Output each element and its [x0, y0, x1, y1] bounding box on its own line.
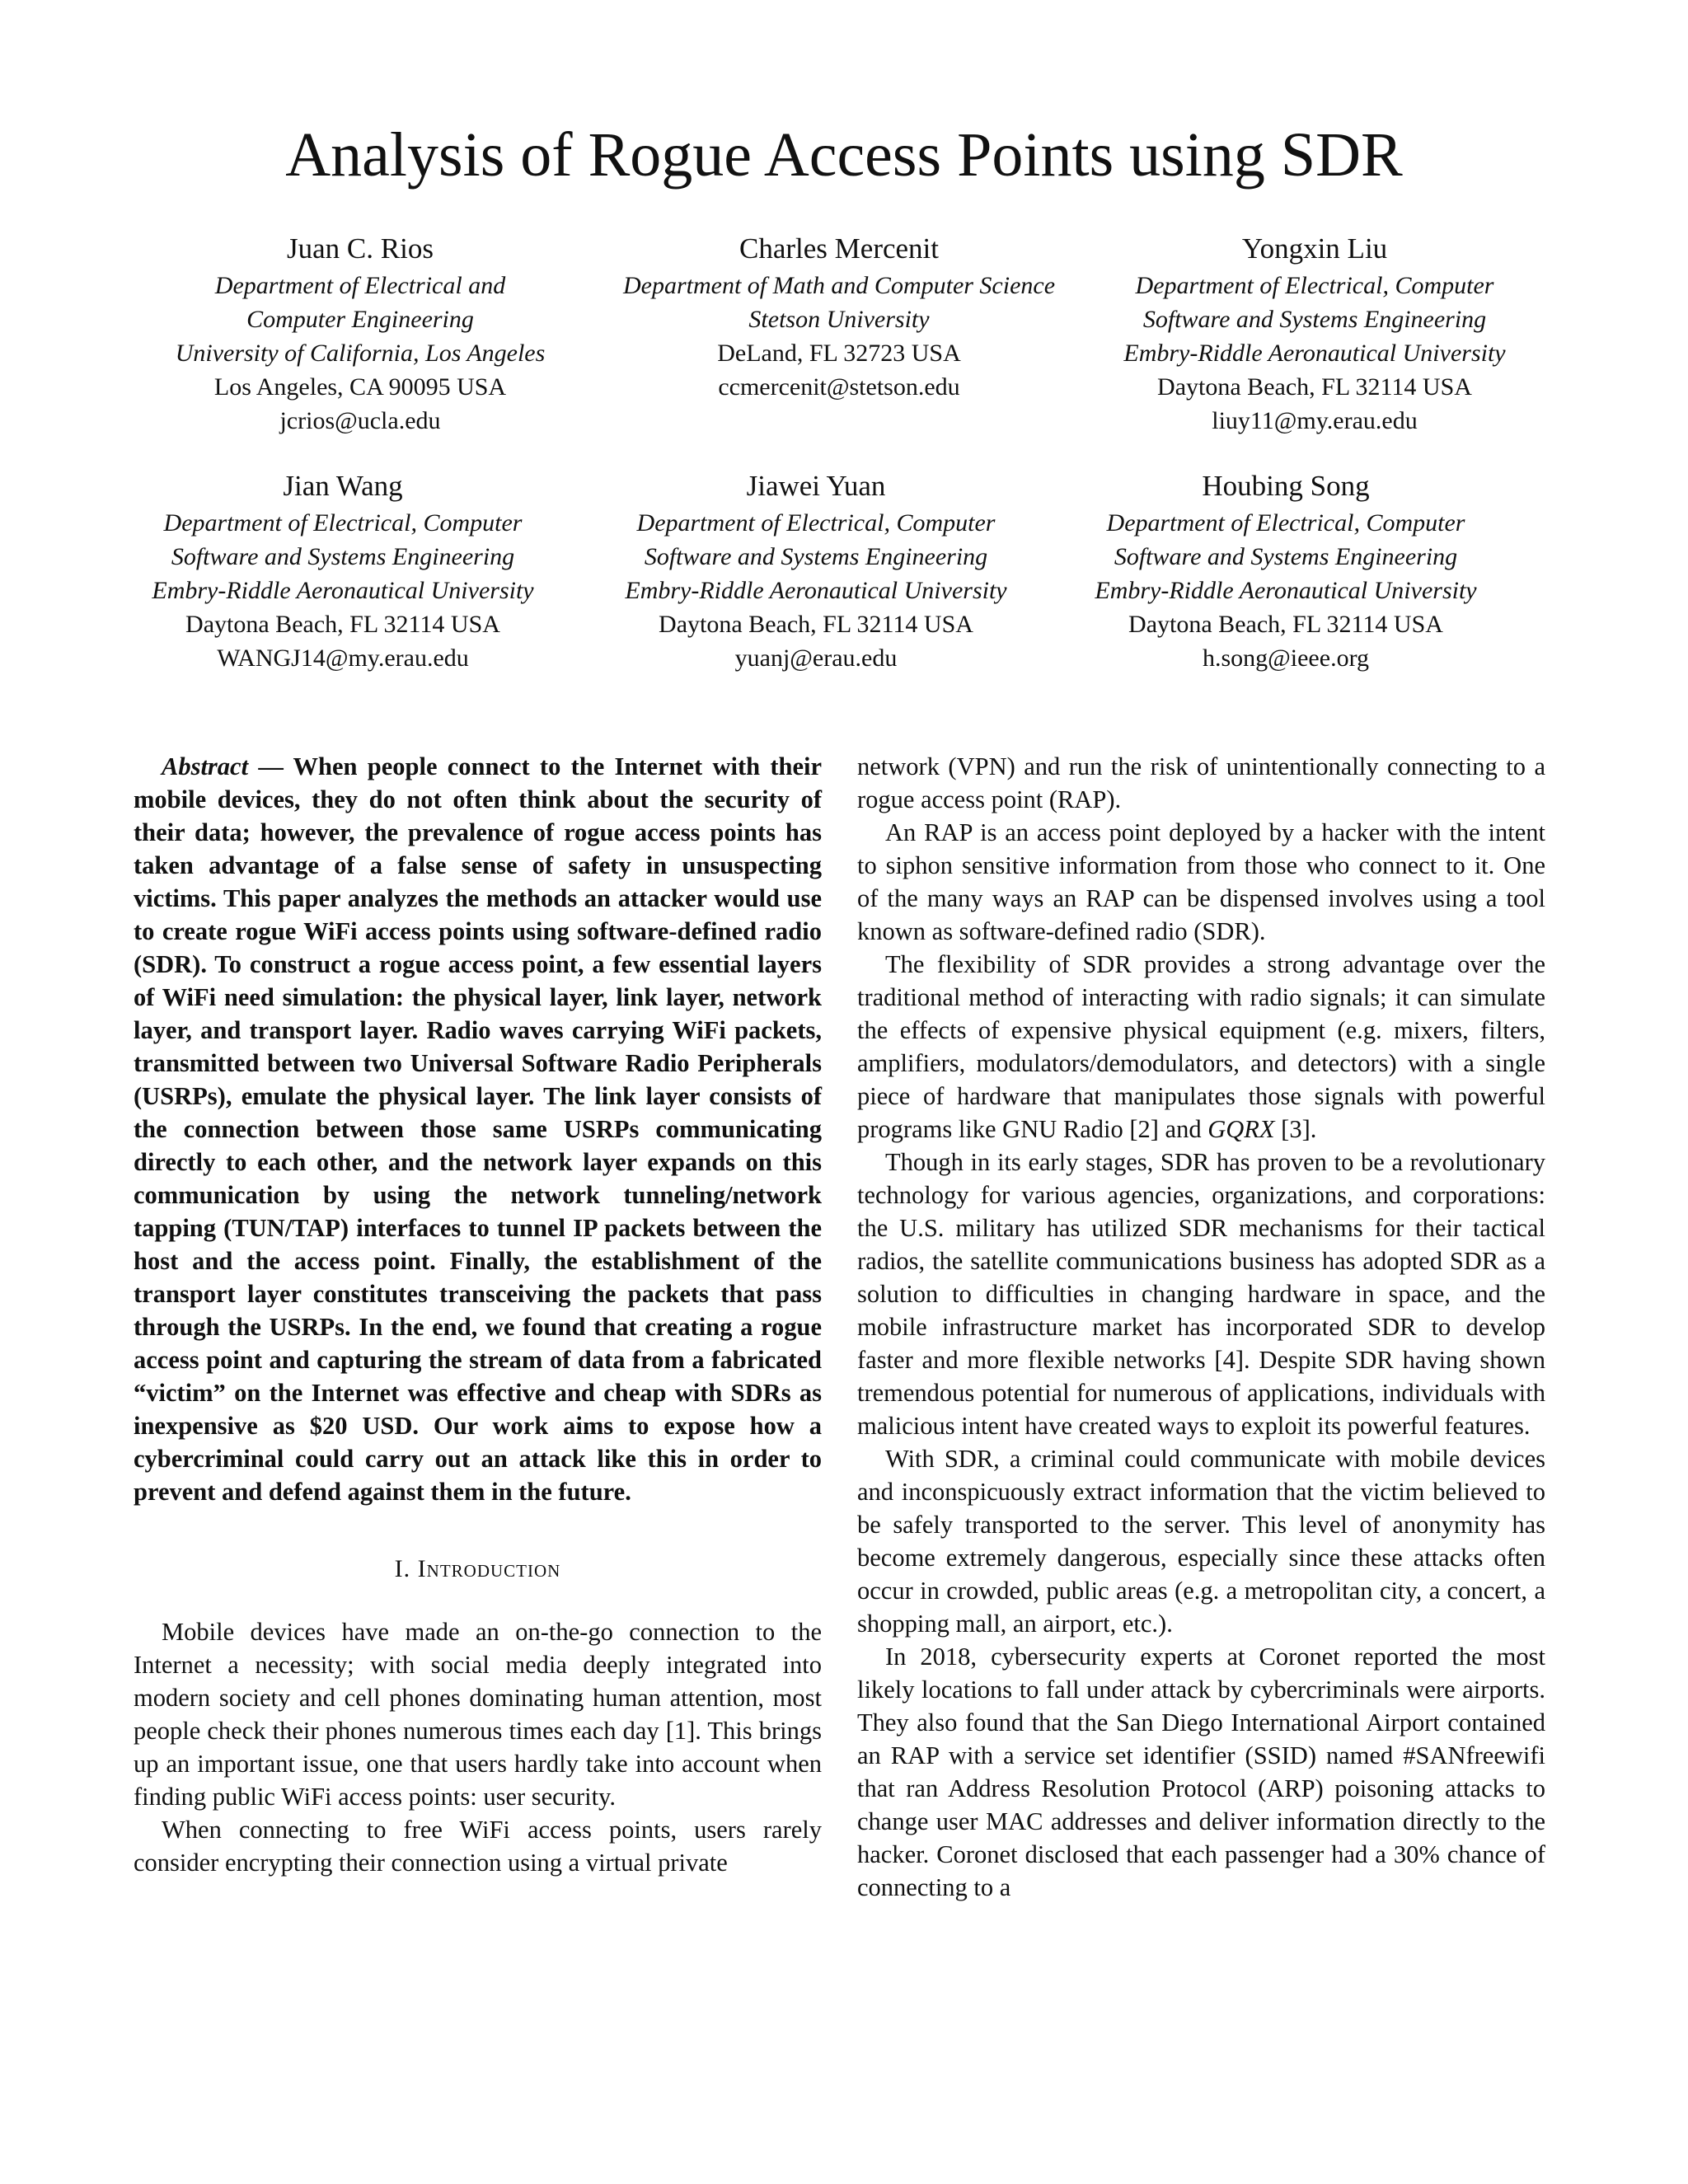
author-address: Daytona Beach, FL 32114 USA: [1157, 373, 1472, 401]
right-column: [857, 750, 1545, 1904]
author-email: ccmercenit@stetson.edu: [718, 373, 960, 401]
abstract-label: Abstract: [162, 752, 249, 780]
abstract-text: — When people connect to the Internet with their mobile devices, they do not often think about the security of their data; however, the prevalence of rogue access points has taken advantage of a false sense of safety in unsuspecting victims. This paper analyzes the methods an attacker would use to create rogue WiFi access points using software-defined radio (SDR). To construct a rogue access point, a few essential layers of WiFi need simulation: the physical layer, link layer, network layer, and transport layer. Radio waves carrying WiFi packets, transmitted between two Universal Software Radio Peripherals (USRPs), emulate the physical layer. The link layer consists of the connection between those same USRPs communicating directly to each other, and the network layer expands on this communication by using the network tunneling/network tapping (TUN/TAP) interfaces to tunnel IP packets between the host and the access point. Finally, the establishment of the transport layer constitutes transceiving the packets that pass through the USRPs. In the end, we found that creating a rogue access point and capturing the stream of data from a fabricated “victim” on the Internet was effective and cheap with SDRs as inexpensive as $20 USD. Our work aims to expose how a cybercriminal could carry out an attack like this in order to prevent and defend against them in the future.: [134, 752, 823, 1506]
software-name: GQRX: [1207, 1115, 1275, 1143]
paragraph: Though in its early stages, SDR has proven to be a revolutionary technology for various agencies, organizations, and corporations: the U.S. military has utilized SDR mechanisms for their tactical radios, the satellite communications business has adopted SDR as a solution to difficulties in changing hardware in space, and the mobile infrastructure market has incorporated SDR to develop faster and more flexible networks [4]. Despite SDR having shown tremendous potential for numerous of applications, individuals with malicious intent have created ways to exploit its powerful features.: [857, 1148, 1545, 1440]
author-department: Software and Systems Engineering: [1142, 306, 1487, 333]
author-address: Daytona Beach, FL 32114 USA: [1128, 611, 1443, 638]
author-department: Department of Math and Computer Science: [622, 272, 1056, 299]
author-institution: Embry-Riddle Aeronautical University: [625, 577, 1007, 604]
author-address: Los Angeles, CA 90095 USA: [213, 373, 507, 401]
author-email: liuy11@my.erau.edu: [1212, 407, 1418, 434]
author-department: Department of Electrical, Computer: [1106, 509, 1465, 537]
author-department: Department of Electrical and: [214, 272, 506, 299]
paragraph: [857, 948, 1545, 1146]
paragraph: With SDR, a criminal could communicate with mobile devices and inconspicuously extract information that the victim believed to be safely transported to the server. This level of anonymity has become extremely dangerous, especially since these attacks often occur in crowded, public areas (e.g. a metropolitan city, a concert, a shopping mall, an airport, etc.).: [857, 1445, 1545, 1638]
author-block: [1022, 468, 1550, 675]
author-address: Daytona Beach, FL 32114 USA: [185, 611, 500, 638]
author-address: DeLand, FL 32723 USA: [717, 340, 961, 367]
section-heading: [134, 1553, 822, 1586]
abstract: [134, 750, 822, 1508]
author-department: Department of Electrical, Computer: [163, 509, 523, 537]
paragraph: When connecting to free WiFi access points, users rarely consider encrypting their connection using a virtual private: [134, 1816, 822, 1877]
paragraph-text: The flexibility of SDR provides a strong advantage over the traditional method of interacting with radio signals; it can simulate the effects of expensive physical equipment (e.g. mixers, filters, amplifiers, modulators/demodulators, and detectors) with a single piece of hardware that manipulates those signals with powerful programs like GNU Radio [2] and: [857, 950, 1545, 1143]
author-block: [552, 468, 1080, 675]
author-name: Jiawei Yuan: [746, 470, 886, 502]
author-institution: Embry-Riddle Aeronautical University: [1095, 577, 1477, 604]
author-block: [575, 231, 1103, 404]
author-email: jcrios@ucla.edu: [279, 407, 441, 434]
author-institution: Stetson University: [748, 306, 930, 333]
author-block: [96, 231, 624, 438]
author-name: Houbing Song: [1202, 470, 1370, 502]
author-institution: Embry-Riddle Aeronautical University: [1123, 340, 1506, 367]
author-email: yuanj@erau.edu: [734, 644, 898, 672]
citation: [3].: [1281, 1115, 1317, 1143]
author-email: h.song@ieee.org: [1202, 644, 1370, 672]
left-column: [134, 750, 822, 1879]
author-email: WANGJ14@my.erau.edu: [217, 644, 469, 672]
author-department: Computer Engineering: [246, 306, 474, 333]
author-block: [79, 468, 607, 675]
section-title: Introduction: [417, 1555, 561, 1582]
author-name: Yongxin Liu: [1241, 232, 1388, 265]
author-department: Software and Systems Engineering: [1114, 543, 1458, 570]
author-institution: University of California, Los Angeles: [175, 340, 546, 367]
author-name: Charles Mercenit: [739, 232, 939, 265]
author-name: Juan C. Rios: [287, 232, 434, 265]
author-department: Software and Systems Engineering: [644, 543, 988, 570]
author-department: Department of Electrical, Computer: [1135, 272, 1494, 299]
paragraph: Mobile devices have made an on-the-go connection to the Internet a necessity; with social media deeply integrated into modern society and cell phones dominating human attention, most people check their phones numerous times each day [1]. This brings up an important issue, one that users hardly take into account when finding public WiFi access points: user security.: [134, 1618, 822, 1811]
paragraph: In 2018, cybersecurity experts at Coronet reported the most likely locations to fall under attack by cybercriminals were airports. They also found that the San Diego International Airport contained an RAP with a service set identifier (SSID) named #SANfreewifi that ran Address Resolution Protocol (ARP) poisoning attacks to change user MAC addresses and deliver information directly to the hacker. Coronet disclosed that each passenger had a 30% chance of connecting to a: [857, 1643, 1545, 1901]
author-department: Department of Electrical, Computer: [636, 509, 996, 537]
author-institution: Embry-Riddle Aeronautical University: [152, 577, 534, 604]
author-block: [1051, 231, 1578, 438]
paper-title: Analysis of Rogue Access Points using SDR: [285, 120, 1403, 190]
paragraph: network (VPN) and run the risk of unintentionally connecting to a rogue access point (RAP).: [857, 752, 1545, 813]
author-address: Daytona Beach, FL 32114 USA: [659, 611, 973, 638]
section-number: I.: [394, 1555, 411, 1582]
paragraph: An RAP is an access point deployed by a hacker with the intent to siphon sensitive information from those who connect to it. One of the many ways an RAP can be dispensed involves using a tool known as software-defined radio (SDR).: [857, 818, 1545, 945]
author-name: Jian Wang: [283, 470, 403, 502]
author-department: Software and Systems Engineering: [171, 543, 515, 570]
